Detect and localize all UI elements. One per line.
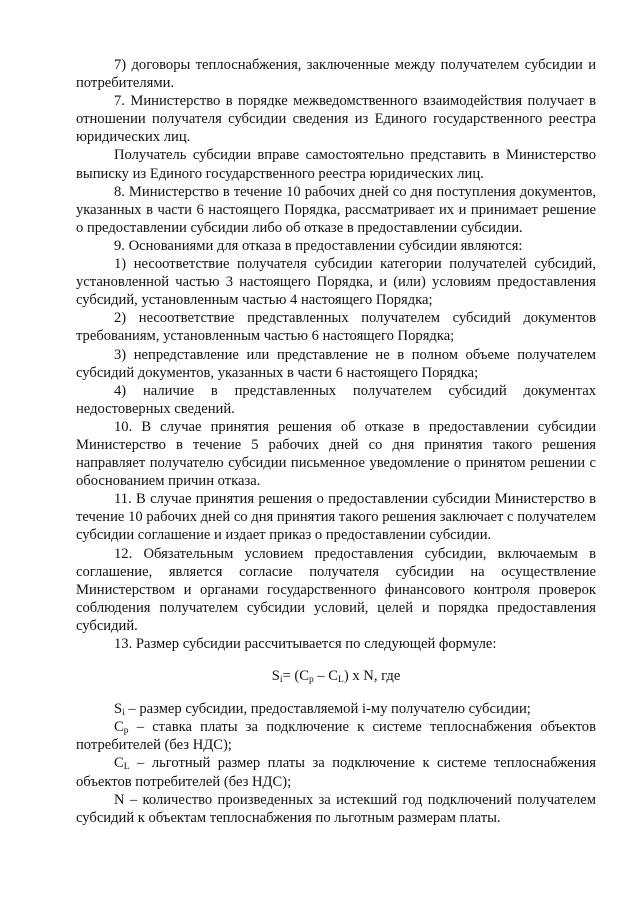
subsidy-formula xyxy=(76,667,596,685)
clause-10: 10. В случае принятия решения об отказе в предоставлении субсидии Министерство в течение 5 рабочих дней со дня принятия такого решения направляет получателю субсидии письменное уведомление о принятом решении с обоснованием причин отказа. xyxy=(76,418,596,490)
clause-9: 9. Основаниями для отказа в предоставлении субсидии являются: xyxy=(114,237,523,254)
clause-11: 11. В случае принятия решения о предоставлении субсидии Министерство в течение 10 рабочих дней со дня принятия такого решения заключает с получателем субсидии соглашение и издает приказ о предоставлении субсидии. xyxy=(76,491,596,544)
formula-cp-sub: p xyxy=(308,675,314,686)
definition-symbol: C xyxy=(114,755,124,772)
document-page xyxy=(76,56,596,827)
definition-si xyxy=(76,700,596,718)
definition-text: – количество произведенных за истекший год подключений получателем субсидий к объектам теплоснабжения по льготным размерам платы. xyxy=(76,791,596,826)
clause-9-item-2: 2) несоответствие представленных получателем субсидий документов требованиям, установленным частью 6 настоящего Порядка; xyxy=(76,310,596,345)
clause-7-extract: Получатель субсидии вправе самостоятельно представить в Министерство выписку из Единого государственного реестра юридических лиц. xyxy=(76,147,596,182)
definition-text: – льготный размер платы за подключение к системе теплоснабжения объектов потребителей (без НДС); xyxy=(76,755,596,790)
clause-7: 7. Министерство в порядке межведомственного взаимодействия получает в отношении получателя субсидии сведения из Единого государственного реестра юридических лиц. xyxy=(76,93,596,146)
definition-subscript: i xyxy=(122,708,125,719)
definition-cp xyxy=(76,718,596,754)
definition-symbol: N xyxy=(114,791,125,808)
definition-symbol: S xyxy=(114,701,123,718)
formula-s: S xyxy=(271,668,280,685)
definition-subscript: L xyxy=(123,762,130,773)
formula-tail: ) x N, где xyxy=(343,668,401,685)
definition-symbol: C xyxy=(114,719,124,736)
definition-n xyxy=(76,791,596,827)
clause-8: 8. Министерство в течение 10 рабочих дней со дня поступления документов, указанных в части 6 настоящего Порядка, рассматривает их и принимает решение о предоставлении субсидии либо об отказе в предоставлении субсидии. xyxy=(76,183,596,236)
list-item-7-contracts: 7) договоры теплоснабжения, заключенные между получателем субсидии и потребителями. xyxy=(76,57,596,92)
definition-text: – ставка платы за подключение к системе теплоснабжения объектов потребителей (без НДС); xyxy=(76,719,596,754)
clause-9-item-1: 1) несоответствие получателя субсидии категории получателей субсидий, установленной частью 3 настоящего Порядка, и (или) условиям предоставления субсидий, установленным частью 4 настоящего Порядка; xyxy=(76,256,596,309)
formula-eq-open: = (C xyxy=(282,668,309,685)
formula-s-sub: i xyxy=(279,675,283,686)
clause-9-item-4: 4) наличие в представленных получателем субсидий документах недостоверных сведений. xyxy=(76,382,596,417)
definition-subscript: p xyxy=(123,726,129,737)
clause-12: 12. Обязательным условием предоставления субсидии, включаемым в соглашение, является согласие получателя субсидии на осуществление Министерством и органами государственного финансового контроля проверок соблюдения получателем субсидии условий, целей и порядка предоставления субсидий. xyxy=(76,545,596,634)
definition-cl xyxy=(76,754,596,790)
formula-cl-sub: L xyxy=(338,675,344,686)
formula-minus: – C xyxy=(313,668,339,685)
clause-13: 13. Размер субсидии рассчитывается по следующей формуле: xyxy=(114,636,497,652)
definition-text: – размер субсидии, предоставляемой i-му получателю субсидии; xyxy=(124,701,531,718)
clause-9-item-3: 3) непредставление или представление не в полном объеме получателем субсидий документов, указанных в части 6 настоящего Порядка; xyxy=(76,346,596,381)
